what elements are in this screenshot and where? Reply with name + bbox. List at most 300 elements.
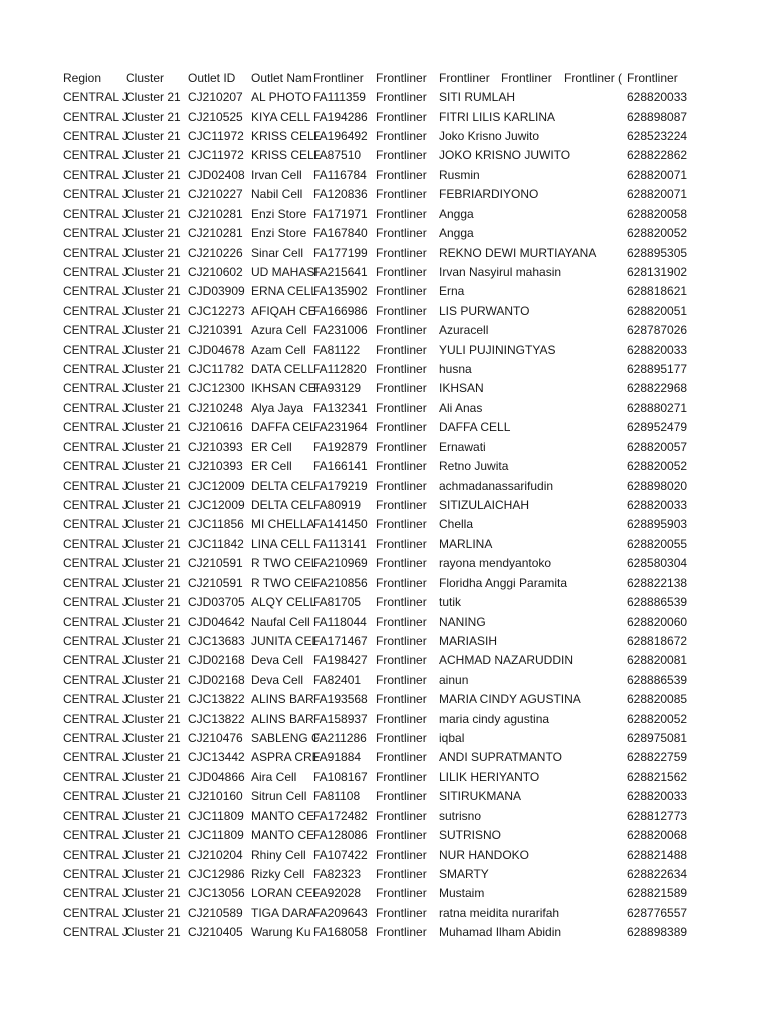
table-cell[interactable]: Cluster 21 [126, 303, 181, 318]
header-cell[interactable]: Cluster [126, 70, 165, 85]
table-cell[interactable]: 628580304 [627, 556, 688, 571]
table-cell[interactable]: Azura Cell [251, 323, 307, 338]
table-cell[interactable]: 628820060 [627, 614, 688, 629]
table-cell[interactable]: CJC11856 [188, 517, 244, 532]
table-cell[interactable]: 628131902 [627, 264, 688, 279]
table-cell[interactable]: 628895903 [627, 517, 688, 532]
table-cell[interactable]: FA113141 [313, 536, 367, 551]
table-cell[interactable]: FA120836 [313, 187, 368, 202]
table-cell[interactable]: Frontliner [376, 925, 427, 940]
table-cell[interactable]: CJ210476 [188, 731, 243, 746]
table-cell[interactable]: CENTRAL J [63, 711, 128, 726]
table-cell[interactable]: Cluster 21 [126, 828, 181, 843]
table-cell[interactable]: Cluster 21 [126, 206, 181, 221]
table-cell[interactable]: 628898087 [627, 109, 688, 124]
table-cell[interactable]: 628820068 [627, 828, 688, 843]
table-cell[interactable]: Frontliner [376, 148, 427, 163]
table-cell[interactable]: 628886539 [627, 672, 688, 687]
table-cell[interactable]: 628523224 [627, 128, 688, 143]
table-cell[interactable]: CJC13442 [188, 750, 245, 765]
table-cell[interactable]: CJC11842 [188, 536, 244, 551]
table-cell[interactable]: FA107422 [313, 847, 368, 862]
table-cell[interactable]: FA81108 [313, 789, 361, 804]
table-cell[interactable]: ER Cell [251, 459, 292, 474]
table-cell[interactable]: Retno Juwita [439, 459, 509, 474]
table-cell[interactable]: CJ210393 [188, 439, 243, 454]
table-cell[interactable]: FA171467 [313, 633, 368, 648]
table-cell[interactable]: ALQY CELL [251, 595, 317, 610]
table-cell[interactable]: 628820081 [627, 653, 688, 668]
table-cell[interactable]: 628898389 [627, 925, 688, 940]
table-cell[interactable]: LILIK HERIYANTO [439, 769, 540, 784]
table-cell[interactable]: 628822968 [627, 381, 688, 396]
table-cell[interactable]: CJC11809 [188, 828, 244, 843]
table-cell[interactable]: achmadanassarifudin [439, 478, 554, 493]
table-cell[interactable]: Frontliner [376, 284, 427, 299]
table-cell[interactable]: CJD04642 [188, 614, 245, 629]
table-cell[interactable]: MANTO CE [251, 808, 315, 823]
table-cell[interactable]: Deva Cell [251, 653, 304, 668]
table-cell[interactable]: IKHSAN CEI [251, 381, 320, 396]
table-cell[interactable]: CENTRAL J [63, 653, 128, 668]
header-cell[interactable]: Frontliner [313, 70, 364, 85]
table-cell[interactable]: Cluster 21 [126, 187, 181, 202]
table-cell[interactable]: FA91884 [313, 750, 362, 765]
table-cell[interactable]: CENTRAL J [63, 342, 128, 357]
table-cell[interactable]: FA135902 [313, 284, 368, 299]
table-cell[interactable]: CJ210226 [188, 245, 243, 260]
table-cell[interactable]: Frontliner [376, 672, 427, 687]
table-cell[interactable]: Warung Ku [251, 925, 311, 940]
table-cell[interactable]: Cluster 21 [126, 128, 181, 143]
table-cell[interactable]: Cluster 21 [126, 167, 181, 182]
table-cell[interactable]: Cluster 21 [126, 731, 181, 746]
table-cell[interactable]: Frontliner [376, 459, 427, 474]
table-cell[interactable]: FA196492 [313, 128, 368, 143]
table-cell[interactable]: tutik [439, 595, 462, 610]
table-cell[interactable]: Frontliner [376, 362, 427, 377]
table-cell[interactable]: FA141450 [313, 517, 368, 532]
table-cell[interactable]: Cluster 21 [126, 692, 181, 707]
table-cell[interactable]: CENTRAL J [63, 187, 128, 202]
table-cell[interactable]: Cluster 21 [126, 381, 181, 396]
table-cell[interactable]: FA172482 [313, 808, 368, 823]
table-cell[interactable]: FA211286 [313, 731, 367, 746]
table-cell[interactable]: ER Cell [251, 439, 292, 454]
table-cell[interactable]: FA112820 [313, 362, 367, 377]
table-cell[interactable]: Cluster 21 [126, 478, 181, 493]
table-cell[interactable]: 628812773 [627, 808, 688, 823]
table-cell[interactable]: Floridha Anggi Paramita [439, 575, 568, 590]
table-cell[interactable]: CENTRAL J [63, 420, 128, 435]
table-cell[interactable]: Enzi Store [251, 206, 307, 221]
table-cell[interactable]: Frontliner [376, 517, 427, 532]
table-cell[interactable]: 628886539 [627, 595, 688, 610]
table-cell[interactable]: Frontliner [376, 789, 427, 804]
table-cell[interactable]: 628820033 [627, 789, 688, 804]
table-cell[interactable]: Cluster 21 [126, 362, 181, 377]
header-cell[interactable]: Frontliner [627, 70, 678, 85]
table-cell[interactable]: Cluster 21 [126, 323, 181, 338]
table-cell[interactable]: FA193568 [313, 692, 368, 707]
table-cell[interactable]: Frontliner [376, 90, 427, 105]
table-cell[interactable]: 628820033 [627, 497, 688, 512]
table-cell[interactable]: CENTRAL J [63, 400, 128, 415]
table-cell[interactable]: Ali Anas [439, 400, 483, 415]
table-cell[interactable]: CJD02168 [188, 672, 245, 687]
table-cell[interactable]: CJC13683 [188, 633, 245, 648]
table-cell[interactable]: Frontliner [376, 497, 427, 512]
table-cell[interactable]: FITRI LILIS KARLINA [439, 109, 556, 124]
table-cell[interactable]: CENTRAL J [63, 206, 128, 221]
table-cell[interactable]: Azuracell [439, 323, 489, 338]
table-cell[interactable]: Frontliner [376, 614, 427, 629]
table-cell[interactable]: NUR HANDOKO [439, 847, 530, 862]
table-cell[interactable]: Frontliner [376, 303, 427, 318]
table-cell[interactable]: CJC13822 [188, 711, 245, 726]
table-cell[interactable]: CENTRAL J [63, 478, 128, 493]
header-cell[interactable]: Frontliner [439, 70, 490, 85]
table-cell[interactable]: FA128086 [313, 828, 368, 843]
table-cell[interactable]: FA92028 [313, 886, 362, 901]
table-cell[interactable]: Sitrun Cell [251, 789, 307, 804]
table-cell[interactable]: DELTA CEL [251, 497, 314, 512]
table-cell[interactable]: husna [439, 362, 472, 377]
header-cell[interactable]: Outlet ID [188, 70, 236, 85]
table-cell[interactable]: MI CHELLA [251, 517, 315, 532]
table-cell[interactable]: Sinar Cell [251, 245, 304, 260]
table-cell[interactable]: Cluster 21 [126, 90, 181, 105]
table-cell[interactable]: Frontliner [376, 731, 427, 746]
table-cell[interactable]: Frontliner [376, 867, 427, 881]
table-cell[interactable]: CJC12986 [188, 867, 245, 881]
table-cell[interactable]: Cluster 21 [126, 517, 181, 532]
table-cell[interactable]: Frontliner [376, 886, 427, 901]
table-cell[interactable]: CJ210589 [188, 905, 243, 920]
table-cell[interactable]: FA158937 [313, 711, 368, 726]
table-cell[interactable]: ainun [439, 672, 469, 687]
table-cell[interactable]: 628776557 [627, 905, 688, 920]
table-cell[interactable]: Naufal Cell [251, 614, 310, 629]
table-cell[interactable]: Irvan Nasyirul mahasin [439, 264, 562, 279]
table-cell[interactable]: Cluster 21 [126, 148, 181, 163]
table-cell[interactable]: CJD04866 [188, 769, 245, 784]
table-cell[interactable]: MARIASIH [439, 633, 498, 648]
table-cell[interactable]: Cluster 21 [126, 595, 181, 610]
table-cell[interactable]: 628821488 [627, 847, 688, 862]
table-cell[interactable]: CENTRAL J [63, 925, 128, 940]
table-cell[interactable]: CENTRAL J [63, 323, 128, 338]
table-cell[interactable]: LIS PURWANTO [439, 303, 530, 318]
table-cell[interactable]: Frontliner [376, 187, 427, 202]
table-cell[interactable]: Cluster 21 [126, 867, 181, 881]
table-cell[interactable]: Enzi Store [251, 226, 307, 241]
table-cell[interactable]: CENTRAL J [63, 828, 128, 843]
table-cell[interactable]: 628820052 [627, 226, 688, 241]
table-cell[interactable]: R TWO CEL [251, 575, 318, 590]
table-cell[interactable]: CJ210525 [188, 109, 243, 124]
table-cell[interactable]: Cluster 21 [126, 808, 181, 823]
table-cell[interactable]: Cluster 21 [126, 633, 181, 648]
table-cell[interactable]: FA82323 [313, 867, 362, 881]
table-cell[interactable]: ratna meidita nurarifah [439, 905, 560, 920]
table-cell[interactable]: CENTRAL J [63, 808, 128, 823]
table-cell[interactable]: Muhamad Ilham Abidin [439, 925, 562, 940]
table-cell[interactable]: CJ210227 [188, 187, 243, 202]
table-cell[interactable]: CENTRAL J [63, 769, 128, 784]
table-cell[interactable]: AFIQAH CE [251, 303, 316, 318]
table-cell[interactable]: CENTRAL J [63, 536, 128, 551]
table-cell[interactable]: FA166141 [313, 459, 368, 474]
table-cell[interactable]: FA80919 [313, 497, 362, 512]
table-cell[interactable]: Cluster 21 [126, 750, 181, 765]
table-cell[interactable]: Frontliner [376, 536, 427, 551]
table-cell[interactable]: DATA CELL [251, 362, 314, 377]
table-cell[interactable]: CENTRAL J [63, 303, 128, 318]
table-cell[interactable]: Frontliner [376, 750, 427, 765]
table-cell[interactable]: CENTRAL J [63, 362, 128, 377]
table-cell[interactable]: CENTRAL J [63, 867, 128, 881]
table-cell[interactable]: 628818672 [627, 633, 688, 648]
table-cell[interactable]: CENTRAL J [63, 595, 128, 610]
table-cell[interactable]: Frontliner [376, 905, 427, 920]
table-cell[interactable]: CENTRAL J [63, 556, 128, 571]
table-cell[interactable]: FA231006 [313, 323, 368, 338]
table-cell[interactable]: Frontliner [376, 206, 427, 221]
table-cell[interactable]: Frontliner [376, 439, 427, 454]
table-cell[interactable]: 628821562 [627, 769, 688, 784]
table-cell[interactable]: CJ210616 [188, 420, 243, 435]
table-cell[interactable]: Cluster 21 [126, 614, 181, 629]
table-cell[interactable]: R TWO CEL [251, 556, 318, 571]
table-cell[interactable]: CJ210602 [188, 264, 243, 279]
header-cell[interactable]: Frontliner [376, 70, 427, 85]
table-cell[interactable]: CJC12273 [188, 303, 245, 318]
table-cell[interactable]: 628895177 [627, 362, 688, 377]
table-cell[interactable]: Joko Krisno Juwito [439, 128, 540, 143]
table-cell[interactable]: Frontliner [376, 828, 427, 843]
table-cell[interactable]: FA231964 [313, 420, 368, 435]
table-cell[interactable]: ANDI SUPRATMANTO [439, 750, 562, 765]
table-cell[interactable]: TIGA DARA [251, 905, 316, 920]
table-cell[interactable]: Cluster 21 [126, 575, 181, 590]
table-cell[interactable]: FA179219 [313, 478, 368, 493]
table-cell[interactable]: 628820033 [627, 342, 688, 357]
table-cell[interactable]: Cluster 21 [126, 711, 181, 726]
table-cell[interactable]: SITIRUKMANA [439, 789, 522, 804]
table-cell[interactable]: CJD02168 [188, 653, 245, 668]
table-cell[interactable]: Azam Cell [251, 342, 306, 357]
table-cell[interactable]: 628821589 [627, 886, 688, 901]
table-cell[interactable]: SABLENG C [251, 731, 320, 746]
table-cell[interactable]: FA209643 [313, 905, 368, 920]
table-cell[interactable]: ACHMAD NAZARUDDIN [439, 653, 574, 668]
table-cell[interactable]: CJ210248 [188, 400, 243, 415]
table-cell[interactable]: 628787026 [627, 323, 688, 338]
header-cell[interactable]: Outlet Nam [251, 70, 312, 85]
table-cell[interactable]: FA108167 [313, 769, 368, 784]
table-cell[interactable]: 628898020 [627, 478, 688, 493]
table-cell[interactable]: ALINS BAR [251, 711, 314, 726]
table-cell[interactable]: 628820051 [627, 303, 688, 318]
table-cell[interactable]: FEBRIARDIYONO [439, 187, 539, 202]
table-cell[interactable]: 628820071 [627, 167, 688, 182]
table-cell[interactable]: CENTRAL J [63, 128, 128, 143]
table-cell[interactable]: Frontliner [376, 109, 427, 124]
table-cell[interactable]: MARLINA [439, 536, 493, 551]
table-cell[interactable]: Frontliner [376, 128, 427, 143]
table-cell[interactable]: CJ210281 [188, 226, 243, 241]
table-cell[interactable]: KRISS CELL [251, 128, 321, 143]
table-cell[interactable]: DAFFA CELL [439, 420, 511, 435]
table-cell[interactable]: Erna [439, 284, 465, 299]
table-cell[interactable]: CJC13822 [188, 692, 245, 707]
table-cell[interactable]: Cluster 21 [126, 653, 181, 668]
table-cell[interactable]: CENTRAL J [63, 750, 128, 765]
table-cell[interactable]: Frontliner [376, 381, 427, 396]
table-cell[interactable]: CENTRAL J [63, 226, 128, 241]
table-cell[interactable]: Cluster 21 [126, 459, 181, 474]
table-cell[interactable]: Frontliner [376, 808, 427, 823]
table-cell[interactable]: CENTRAL J [63, 167, 128, 182]
table-cell[interactable]: Frontliner [376, 653, 427, 668]
table-cell[interactable]: Chella [439, 517, 474, 532]
table-cell[interactable]: Cluster 21 [126, 886, 181, 901]
table-cell[interactable]: CJD03705 [188, 595, 245, 610]
table-cell[interactable]: JOKO KRISNO JUWITO [439, 148, 571, 163]
table-cell[interactable]: YULI PUJININGTYAS [439, 342, 556, 357]
table-cell[interactable]: Frontliner [376, 556, 427, 571]
table-cell[interactable]: iqbal [439, 731, 465, 746]
table-cell[interactable]: FA93129 [313, 381, 362, 396]
table-cell[interactable]: CJC11972 [188, 148, 244, 163]
table-cell[interactable]: CENTRAL J [63, 633, 128, 648]
table-cell[interactable]: FA167840 [313, 226, 368, 241]
table-cell[interactable]: CENTRAL J [63, 264, 128, 279]
table-cell[interactable]: 628820071 [627, 187, 688, 202]
table-cell[interactable]: CJC11809 [188, 808, 244, 823]
table-cell[interactable]: Frontliner [376, 264, 427, 279]
table-cell[interactable]: CJC12009 [188, 497, 245, 512]
table-cell[interactable]: Rizky Cell [251, 867, 305, 881]
table-cell[interactable]: 628975081 [627, 731, 688, 746]
table-cell[interactable]: Frontliner [376, 167, 427, 182]
table-cell[interactable]: Frontliner [376, 478, 427, 493]
table-cell[interactable]: Frontliner [376, 245, 427, 260]
table-cell[interactable]: Ernawati [439, 439, 486, 454]
table-cell[interactable]: CENTRAL J [63, 381, 128, 396]
table-cell[interactable]: UD MAHASI [251, 264, 318, 279]
table-cell[interactable]: sutrisno [439, 808, 482, 823]
table-cell[interactable]: CENTRAL J [63, 439, 128, 454]
table-cell[interactable]: MARIA CINDY AGUSTINA [439, 692, 581, 707]
table-cell[interactable]: 628952479 [627, 420, 688, 435]
table-cell[interactable]: Rusmin [439, 167, 480, 182]
table-cell[interactable]: Cluster 21 [126, 536, 181, 551]
table-cell[interactable]: Frontliner [376, 323, 427, 338]
table-cell[interactable]: CJ210405 [188, 925, 243, 940]
table-cell[interactable]: 628820085 [627, 692, 688, 707]
table-cell[interactable]: CENTRAL J [63, 284, 128, 299]
table-cell[interactable]: NANING [439, 614, 486, 629]
table-cell[interactable]: 628895305 [627, 245, 688, 260]
table-cell[interactable]: SMARTY [439, 867, 489, 881]
table-cell[interactable]: Cluster 21 [126, 226, 181, 241]
table-cell[interactable]: REKNO DEWI MURTIAYANA [439, 245, 597, 260]
table-cell[interactable]: AL PHOTO [251, 90, 312, 105]
table-cell[interactable]: CJD03909 [188, 284, 245, 299]
table-cell[interactable]: CENTRAL J [63, 517, 128, 532]
table-cell[interactable]: SITIZULAICHAH [439, 497, 530, 512]
table-cell[interactable]: 628820052 [627, 711, 688, 726]
table-cell[interactable]: CENTRAL J [63, 614, 128, 629]
table-cell[interactable]: Mustaim [439, 886, 485, 901]
table-cell[interactable]: Frontliner [376, 420, 427, 435]
table-cell[interactable]: Frontliner [376, 692, 427, 707]
table-cell[interactable]: FA177199 [313, 245, 368, 260]
table-cell[interactable]: Frontliner [376, 226, 427, 241]
table-cell[interactable]: CENTRAL J [63, 497, 128, 512]
table-cell[interactable]: CJC12009 [188, 478, 245, 493]
table-cell[interactable]: 628822759 [627, 750, 688, 765]
table-cell[interactable]: Frontliner [376, 769, 427, 784]
table-cell[interactable]: LORAN CEL [251, 886, 320, 901]
table-cell[interactable]: JUNITA CEL [251, 633, 319, 648]
table-cell[interactable]: CJ210281 [188, 206, 243, 221]
table-cell[interactable]: Cluster 21 [126, 905, 181, 920]
table-cell[interactable]: FA111359 [313, 90, 366, 105]
table-cell[interactable]: Cluster 21 [126, 109, 181, 124]
table-cell[interactable]: CJ210591 [188, 575, 243, 590]
table-cell[interactable]: CENTRAL J [63, 245, 128, 260]
table-cell[interactable]: Alya Jaya [251, 400, 304, 415]
table-cell[interactable]: maria cindy agustina [439, 711, 550, 726]
table-cell[interactable]: 628822634 [627, 867, 688, 881]
table-cell[interactable]: CENTRAL J [63, 692, 128, 707]
table-cell[interactable]: Frontliner [376, 633, 427, 648]
table-cell[interactable]: FA81705 [313, 595, 362, 610]
table-cell[interactable]: FA210856 [313, 575, 368, 590]
table-cell[interactable]: 628822862 [627, 148, 688, 163]
table-cell[interactable]: Cluster 21 [126, 769, 181, 784]
table-cell[interactable]: ASPRA CRE [251, 750, 320, 765]
table-cell[interactable]: FA82401 [313, 672, 362, 687]
table-cell[interactable]: CJC13056 [188, 886, 245, 901]
table-cell[interactable]: FA210969 [313, 556, 368, 571]
table-cell[interactable]: CJC12300 [188, 381, 245, 396]
table-cell[interactable]: Frontliner [376, 847, 427, 862]
table-cell[interactable]: DELTA CEL [251, 478, 314, 493]
table-cell[interactable]: CJD02408 [188, 167, 245, 182]
table-cell[interactable]: FA132341 [313, 400, 368, 415]
table-cell[interactable]: Angga [439, 206, 474, 221]
table-cell[interactable]: CJ210204 [188, 847, 243, 862]
table-cell[interactable]: Frontliner [376, 711, 427, 726]
table-cell[interactable]: ALINS BAR [251, 692, 314, 707]
table-cell[interactable]: FA118044 [313, 614, 367, 629]
header-cell[interactable]: Frontliner ( [564, 70, 623, 85]
table-cell[interactable]: CENTRAL J [63, 109, 128, 124]
table-cell[interactable]: 628820055 [627, 536, 688, 551]
header-cell[interactable]: Region [63, 70, 102, 85]
table-cell[interactable]: Deva Cell [251, 672, 304, 687]
table-cell[interactable]: CJ210391 [188, 323, 243, 338]
table-cell[interactable]: CENTRAL J [63, 905, 128, 920]
table-cell[interactable]: CENTRAL J [63, 672, 128, 687]
table-cell[interactable]: FA116784 [313, 167, 367, 182]
table-cell[interactable]: Frontliner [376, 342, 427, 357]
table-cell[interactable]: Frontliner [376, 400, 427, 415]
